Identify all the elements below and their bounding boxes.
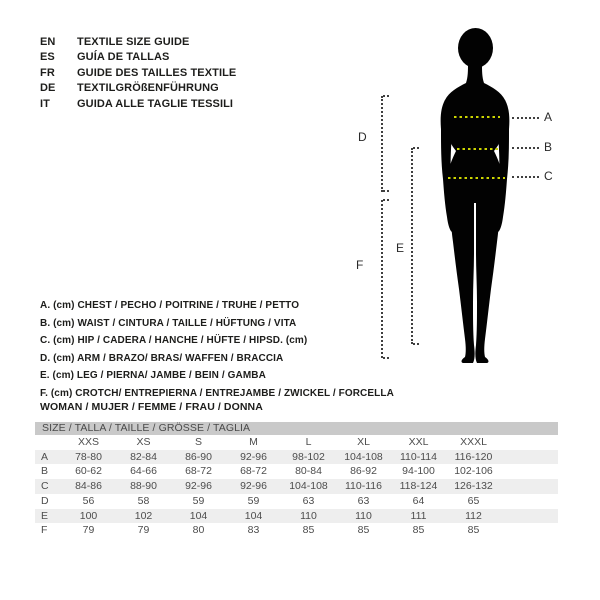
column-header: XXXL (460, 436, 487, 448)
hip-label: C (544, 169, 553, 183)
table-row (35, 464, 558, 479)
row-label: F (41, 524, 48, 537)
arm-label: D (358, 130, 367, 144)
table-row (35, 509, 558, 524)
row-label: E (41, 509, 49, 522)
table-row (35, 450, 558, 465)
size-cell: 126-132 (454, 480, 493, 493)
size-cell: 104-108 (344, 450, 383, 463)
size-cell: 60-62 (75, 465, 102, 478)
column-header: XXS (77, 436, 99, 448)
size-cell: 65 (467, 494, 480, 507)
row-label: B (41, 465, 49, 478)
size-table (35, 435, 558, 538)
legend-line: F. (cm) CROTCH/ ENTREPIERNA / ENTREJAMBE / ZWICKEL / FORCELLA (40, 387, 394, 399)
filler-cell (501, 435, 558, 450)
legend-line: A. (cm) CHEST / PECHO / POITRINE / TRUHE / PETTO (40, 300, 300, 311)
row-label: A (41, 450, 49, 463)
table-row (35, 494, 558, 509)
size-cell: 68-72 (185, 465, 212, 478)
leg-bracket-line (411, 148, 413, 344)
size-cell: 112 (465, 509, 482, 522)
filler-cell (501, 494, 558, 509)
size-cell: 110 (355, 509, 372, 522)
language-title: GUÍA DE TALLAS (77, 51, 170, 64)
size-cell: 63 (302, 494, 315, 507)
language-title: GUIDE DES TAILLES TEXTILE (77, 66, 237, 79)
language-row (40, 50, 236, 65)
column-header: M (249, 436, 258, 448)
size-cell: 58 (137, 494, 150, 507)
size-cell: 98-102 (292, 450, 325, 463)
arm-bracket-top-tick (383, 95, 389, 97)
size-cell: 64 (412, 494, 425, 507)
size-cell: 88-90 (130, 480, 157, 493)
language-title-list (40, 35, 236, 112)
column-header: XXL (408, 436, 429, 448)
size-cell: 86-90 (185, 450, 212, 463)
leg-bracket-bottom-tick (413, 343, 419, 345)
size-cell: 82-84 (130, 450, 157, 463)
leg-bracket-top-tick (413, 147, 419, 149)
size-cell: 83 (247, 524, 260, 537)
size-cell: 85 (467, 524, 480, 537)
size-cell: 102 (134, 509, 153, 522)
legend-line: D. (cm) ARM / BRAZO/ BRAS/ WAFFEN / BRACCIA (40, 352, 284, 364)
language-code: ES (40, 51, 55, 64)
column-header: L (305, 436, 312, 448)
filler-cell (501, 509, 558, 524)
hip-connector-line (512, 176, 539, 178)
size-cell: 92-96 (185, 480, 212, 493)
size-cell: 68-72 (240, 465, 267, 478)
size-cell: 85 (357, 524, 370, 537)
size-cell: 110-114 (400, 450, 437, 463)
size-cell: 92-96 (240, 480, 267, 493)
size-cell: 92-96 (240, 450, 267, 463)
language-row (40, 66, 236, 81)
column-header: S (194, 436, 202, 448)
column-header: XL (357, 436, 370, 448)
size-cell: 84-86 (75, 480, 102, 493)
size-cell: 85 (412, 524, 425, 537)
size-cell: 100 (79, 509, 98, 522)
size-cell: 79 (137, 524, 150, 537)
leg-label: E (396, 241, 405, 255)
language-row (40, 35, 236, 50)
language-code: DE (40, 82, 56, 95)
arm-bracket-bottom-tick (383, 190, 389, 192)
language-row (40, 81, 236, 96)
size-cell: 78-80 (75, 450, 102, 463)
size-cell: 86-92 (350, 465, 377, 478)
chest-label: A (544, 110, 553, 124)
measurement-legend (40, 297, 394, 403)
chest-connector-line (512, 117, 539, 119)
table-row (35, 523, 558, 538)
gender-heading: WOMAN / MUJER / FEMME / FRAU / DONNA (40, 401, 263, 413)
language-row (40, 97, 236, 112)
size-cell: 80-84 (295, 465, 322, 478)
size-cell: 56 (82, 494, 95, 507)
size-cell: 63 (357, 494, 370, 507)
woman-silhouette-body (441, 28, 510, 363)
waist-connector-line (512, 147, 539, 149)
crotch-label: F (356, 258, 364, 272)
filler-cell (501, 479, 558, 494)
legend-line: E. (cm) LEG / PIERNA/ JAMBE / BEIN / GAMBA (40, 370, 266, 382)
size-cell: 104 (189, 509, 208, 522)
size-cell: 111 (410, 509, 427, 522)
filler-cell (501, 523, 558, 538)
size-table-section (35, 422, 558, 538)
size-cell: 85 (302, 524, 315, 537)
size-cell: 79 (82, 524, 95, 537)
language-code: EN (40, 36, 56, 48)
size-cell: 110 (300, 509, 317, 522)
size-cell: 64-66 (130, 465, 157, 478)
row-label: C (41, 480, 49, 493)
crotch-bracket-top-tick (383, 199, 389, 201)
size-cell: 80 (192, 524, 205, 537)
filler-cell (501, 450, 558, 465)
woman-silhouette (436, 27, 514, 363)
language-title: TEXTILE SIZE GUIDE (77, 36, 190, 48)
language-title: GUIDA ALLE TAGLIE TESSILI (77, 97, 234, 110)
size-cell: 104 (244, 509, 263, 522)
row-label: D (41, 494, 49, 507)
size-cell: 102-106 (454, 465, 493, 478)
language-code: IT (40, 97, 50, 110)
size-cell: 118-124 (399, 480, 438, 493)
column-header: XS (136, 436, 151, 448)
language-code: FR (40, 66, 55, 79)
waist-label: B (544, 140, 553, 154)
language-title: TEXTILGRÖßENFÜHRUNG (77, 82, 219, 95)
arm-bracket-line (381, 96, 383, 192)
legend-line: C. (cm) HIP / CADERA / HANCHE / HÜFTE / HIPSD. (cm) (40, 335, 308, 347)
size-cell: 94-100 (402, 465, 435, 478)
size-columns-row (35, 435, 558, 450)
size-table-title: SIZE / TALLA / TAILLE / GRÖSSE / TAGLIA (35, 422, 558, 435)
size-cell: 59 (247, 494, 260, 507)
corner-cell (35, 435, 61, 450)
size-cell: 116-120 (454, 450, 493, 463)
size-cell: 110-116 (345, 480, 382, 493)
legend-line: B. (cm) WAIST / CINTURA / TAILLE / HÜFTUNG / VITA (40, 317, 297, 329)
size-cell: 104-108 (289, 480, 328, 493)
table-row (35, 479, 558, 494)
filler-cell (501, 464, 558, 479)
size-cell: 59 (192, 494, 205, 507)
